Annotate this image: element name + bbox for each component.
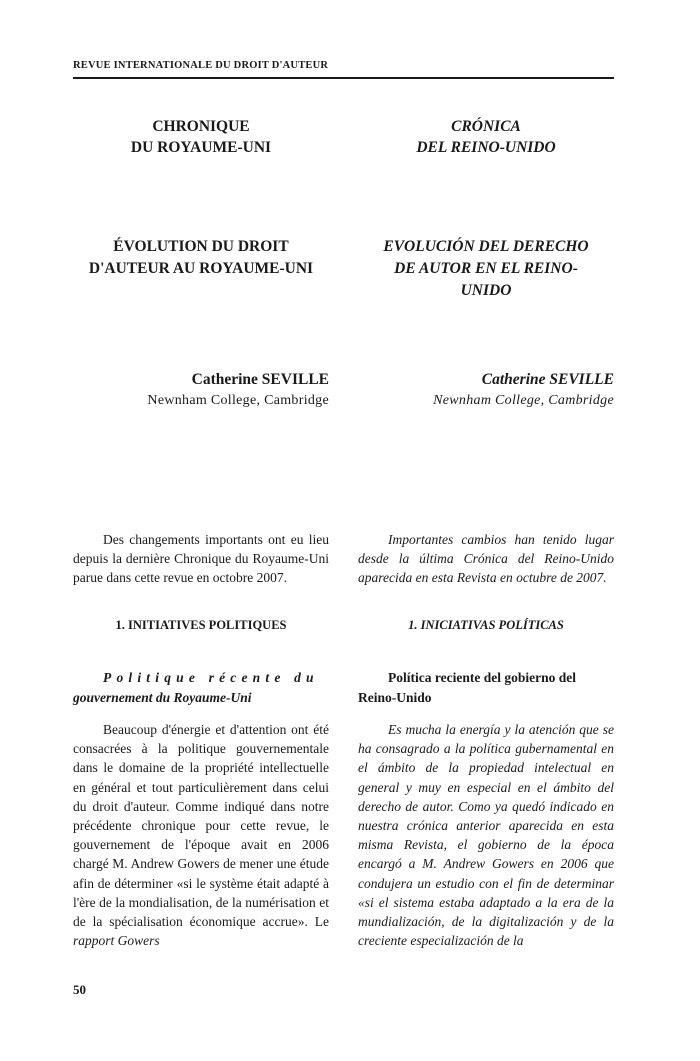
es-title-line1: EVOLUCIÓN DEL DERECHO [383, 238, 589, 255]
fr-body [73, 720, 329, 950]
fr-article-title [73, 236, 329, 280]
fr-chronicle-line1: CHRONIQUE [152, 118, 250, 135]
fr-body-italic: rapport Gowers [73, 933, 160, 949]
fr-title-line2: D'AUTEUR AU ROYAUME-UNI [88, 260, 314, 277]
es-subhead-line1 [358, 668, 614, 688]
fr-body-paragraph [73, 720, 329, 950]
fr-body-text: Beaucoup d'énergie et d'attention ont été consacrées à la politique gouvernementale dans le domaine de la propriété intellectuelle en général et tout particulièrement dans celui du droit d'auteur. Comme indiqué dans notre précédente chronique pour cette revue, le gouvernement de l'époque avait en 2006 chargé M. Andrew Gowers de mener une étude afin de déterminer «si le système était adapté à l'ère de la mondialisation, de la numérisation et de la spécialisation économique accrue». Le [73, 722, 329, 930]
es-author: Catherine SEVILLE [481, 371, 614, 388]
fr-chronicle-line2: DU ROYAUME-UNI [130, 139, 272, 156]
es-chronicle-line1: CRÓNICA [451, 118, 521, 135]
fr-affiliation: Newnham College, Cambridge [147, 393, 329, 408]
fr-chronicle-title [73, 116, 329, 158]
fr-section-heading: 1. INITIATIVES POLITIQUES [115, 618, 287, 632]
es-affiliation: Newnham College, Cambridge [433, 393, 614, 408]
fr-subhead-line1-text: Politique récente du [103, 670, 319, 685]
es-body-paragraph: Es mucha la energía y la atención que se ha consagrado a la política gubernamental en el ámbito de la propiedad intelectual en general y muy en especial en el ámbito del derecho de autor. Como ya quedó indicado en nuestra crónica anterior aparecida en esta misma Revista, el gobierno de la época encargó a M. Andrew Gowers en 2006 que condujera un estudio con el fin de determinar «si el sistema estaba adaptado a la era de la mundialización, de la digitalización y de la creciente especialización de la [358, 722, 614, 949]
fr-subheading [73, 668, 329, 707]
es-chronicle-title [358, 116, 614, 158]
es-title-line3: UNIDO [460, 282, 512, 299]
fr-intro-paragraph: Des changements importants ont eu lieu depuis la dernière Chronique du Royaume-Uni parue dans cette revue en octobre 2007. [73, 532, 329, 586]
es-intro-paragraph: Importantes cambios han tenido lugar desde la última Crónica del Reino-Unido aparecida en esta Revista en octubre de 2007. [358, 532, 614, 586]
es-intro [358, 530, 614, 588]
es-article-title [358, 236, 614, 302]
es-chronicle-line2: DEL REINO-UNIDO [416, 139, 556, 156]
es-body [358, 720, 614, 950]
running-head: REVUE INTERNATIONALE DU DROIT D'AUTEUR [73, 60, 329, 71]
header-rule [73, 77, 614, 79]
fr-intro [73, 530, 329, 588]
es-section-heading: 1. INICIATIVAS POLÍTICAS [408, 618, 564, 632]
es-subheading [358, 668, 614, 707]
fr-title-line1: ÉVOLUTION DU DROIT [113, 238, 289, 255]
fr-subhead-line1 [73, 668, 329, 688]
es-subhead-line2: Reino-Unido [358, 689, 432, 705]
es-subhead-line1-text: Política reciente del gobierno del [388, 670, 576, 685]
page-number: 50 [73, 982, 86, 997]
es-title-line2: DE AUTOR EN EL REINO- [394, 260, 578, 277]
fr-subhead-line2: gouvernement du Royaume-Uni [73, 689, 252, 705]
fr-author: Catherine SEVILLE [191, 371, 329, 388]
